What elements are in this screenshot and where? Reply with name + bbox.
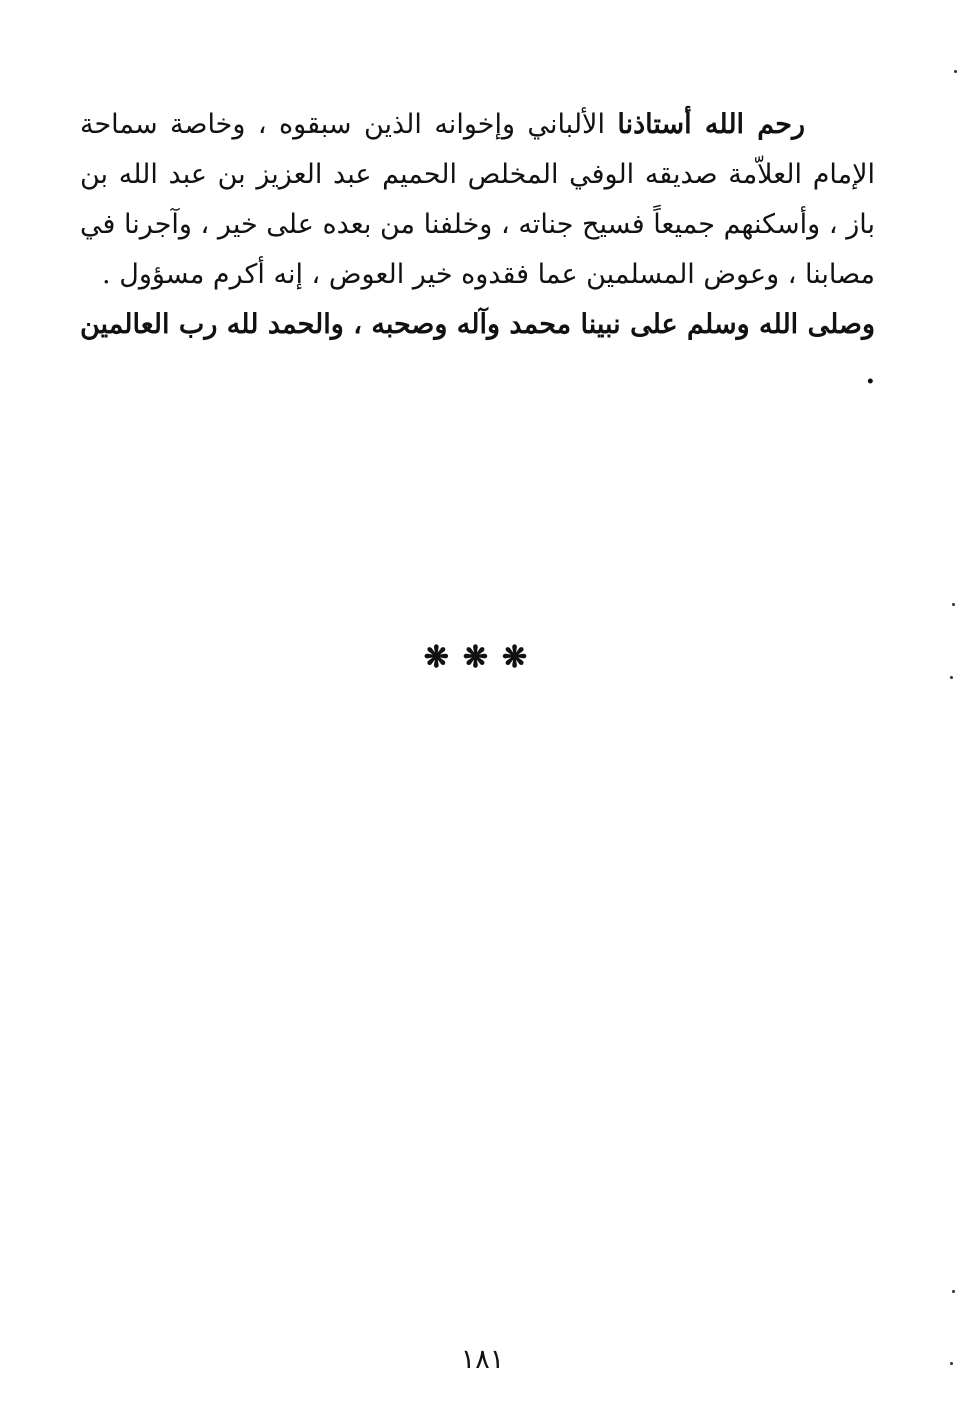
section-separator: ❋❋❋ (423, 640, 542, 675)
scan-speck (952, 603, 955, 606)
closing-prayer: وصلى الله وسلم على نبينا محمد وآله وصحبه ، والحمد لله رب العالمين . (80, 309, 875, 390)
body-text (80, 100, 875, 400)
scan-speck (950, 676, 953, 679)
scan-speck (954, 70, 957, 73)
page-number: ١٨١ (460, 1344, 505, 1375)
scan-speck (952, 1290, 955, 1293)
paragraph-text: الألباني وإخوانه الذين سبقوه ، وخاصة سماحة الإمام العلاّمة صديقه الوفي المخلص الحميم عبد العزيز بن عبد الله بن باز ، وأسكنهم جميعاً فسيح جناته ، وخلفنا من بعده على خير ، وآجرنا في مصابنا ، وعوض المسلمين عما فقدوه خير العوض ، إنه أكرم مسؤول . (80, 109, 875, 290)
paragraph-bold-opening: رحم الله أستاذنا (617, 109, 805, 140)
main-paragraph (80, 100, 875, 300)
scan-speck (950, 1362, 953, 1365)
